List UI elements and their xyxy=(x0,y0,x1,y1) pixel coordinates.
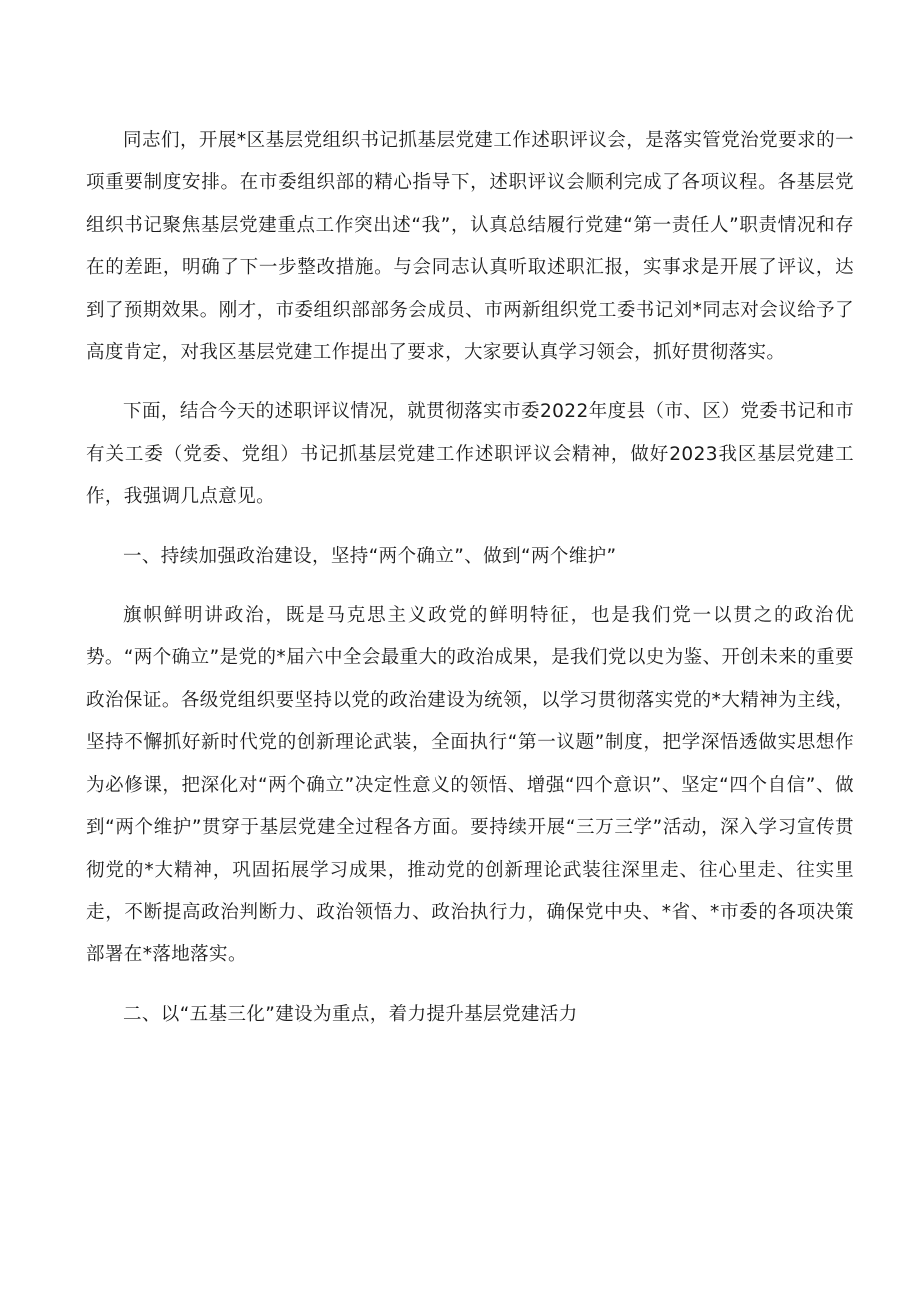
document-body xyxy=(86,120,854,1036)
paragraph-section-1: 旗帜鲜明讲政治，既是马克思主义政党的鲜明特征，也是我们党一以贯之的政治优势。“两个确立”是党的*届六中全会最重大的政治成果，是我们党以史为鉴、开创未来的重要政治保证。各级党组织要坚持以党的政治建设为统领，以学习贯彻落实党的*大精神为主线，坚持不懈抓好新时代党的创新理论武装，全面执行“第一议题”制度，把学深悟透做实思想作为必修课，把深化对“两个确立”决定性意义的领悟、增强“四个意识”、坚定“四个自信”、做到“两个维护”贯穿于基层党建全过程各方面。要持续开展“三万三学”活动，深入学习宣传贯彻党的*大精神，巩固拓展学习成果，推动党的创新理论武装往深里走、往心里走、往实里走，不断提高政治判断力、政治领悟力、政治执行力，确保党中央、*省、*市委的各项决策部署在*落地落实。 xyxy=(86,605,854,966)
paragraph-intro: 下面，结合今天的述职评议情况，就贯彻落实市委2022年度县（市、区）党委书记和市有关工委（党委、党组）书记抓基层党建工作述职评议会精神，做好2023我区基层党建工作，我强调几点意见。 xyxy=(86,401,854,508)
heading-section-2: 二、以“五基三化”建设为重点，着力提升基层党建活力 xyxy=(123,1003,578,1025)
heading-section-1: 一、持续加强政治建设，坚持“两个确立”、做到“两个维护” xyxy=(123,545,617,567)
paragraph-opening: 同志们，开展*区基层党组织书记抓基层党建工作述职评议会，是落实管党治党要求的一项重要制度安排。在市委组织部的精心指导下，述职评议会顺利完成了各项议程。各基层党组织书记聚焦基层党建重点工作突出述“我”，认真总结履行党建“第一责任人”职责情况和存在的差距，明确了下一步整改措施。与会同志认真听取述职汇报，实事求是开展了评议，达到了预期效果。刚才，市委组织部部务会成员、市两新组织党工委书记刘*同志对会议给予了高度肯定，对我区基层党建工作提出了要求，大家要认真学习领会，抓好贯彻落实。 xyxy=(86,130,854,364)
